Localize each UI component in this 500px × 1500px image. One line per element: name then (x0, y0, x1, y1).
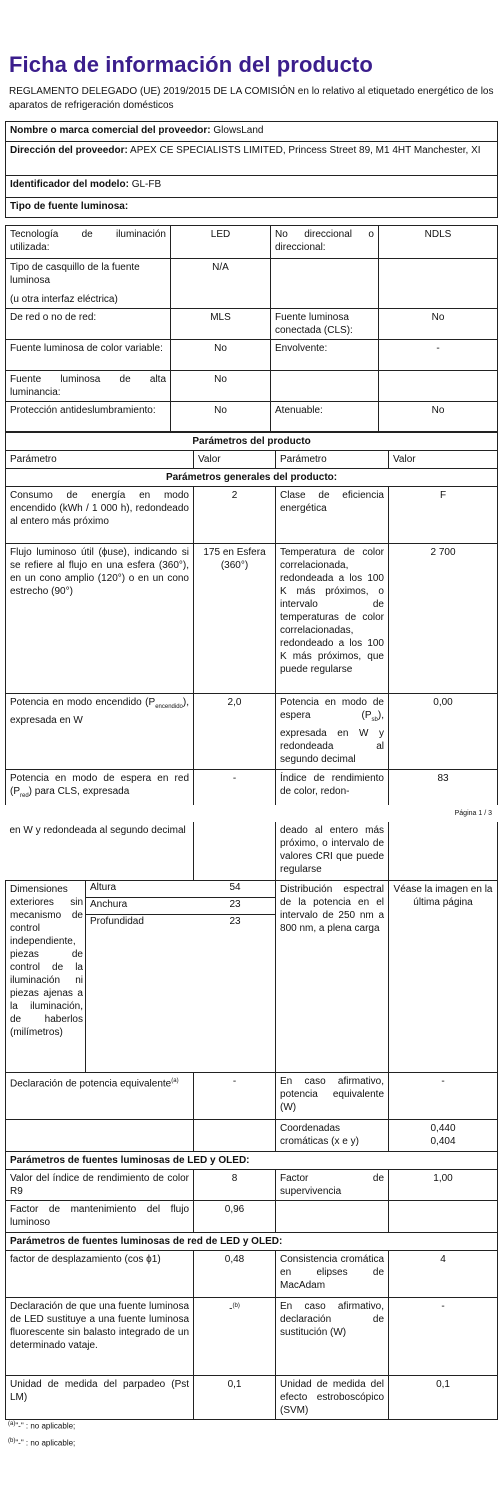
dimensions-label: Dimensiones exteriores sin mecanismo de control independiente, piezas de control de la iluminación ni piezas ajenas a la iluminación, de haberlos (milímetros) (6, 880, 86, 1072)
footnote-b: $^{(b)}$"-" : no aplicable; (8, 1438, 76, 1448)
page-title: Ficha de información del producto (9, 52, 373, 77)
supplier-address-row: Dirección del proveedor: APEX CE SPECIALISTS LIMITED, Princess Street 89, M1 4HT Manchester, XI (6, 142, 498, 176)
page-number: Página 1 / 3 (454, 810, 492, 817)
supplier-table (5, 121, 498, 218)
regulation-text: REGLAMENTO DELEGADO (UE) 2019/2015 DE LA COMISIÓN en lo relativo al etiquetado energético de los aparatos de refrigeración domésticos (9, 86, 494, 111)
led-oled-heading: Parámetros de fuentes luminosas de LED y OLED: (6, 1151, 498, 1169)
product-params-table-cont: en W y redondeada al segundo decimal deado al entero más próximo, o intervalo de valores CRI que puede regularse Dimensiones exteriores sin mecanismo de control independiente, piezas de control de la iluminación ni piezas ajenas a la iluminación, de haberlos (milímetros) Altura 54 Anchura 23 Profundidad 23 Distribución espectral de la potencia en el intervalo de 250 nm a 800 nm, a plena carga Véase la imagen en la última página Declaración de potencia equivalente$^{(a)}$ - En caso afirmativo, potencia equivalente (W) - Coordenadas cromáticas (x e y) 0,440 0,404 Parámetros de fuentes luminosas de LED y OLED: Valor del índice de rendimiento de color R9 8 Factor de supervivencia 1,00 Factor de mantenimiento del flujo luminoso 0,96 Parámetros de fuentes luminosas de red de LED y OLED: factor de desplazamiento (cos ϕ1) 0,48 Consistencia cromática en elipses de MacAdam 4 Declaración de que una fuente luminosa de LED sustituye a una fuente luminosa fluorescente sin balasto integrado de un determinado vataje. -$^{(b)}$ En caso afirmativo, declaración de sustitución (W) - Unidad de medida del parpadeo (Pst LM) 0,1 Unidad de medida del efecto estroboscópico (SVM) 0,1 (5, 822, 498, 1420)
model-id-row: Identificador del modelo: GL-FB (6, 176, 498, 198)
light-source-heading: Tipo de fuente luminosa: (6, 198, 498, 218)
mains-led-heading: Parámetros de fuentes luminosas de red de LED y OLED: (6, 1232, 498, 1250)
product-params-table: Parámetros del producto Parámetro Valor Parámetro Valor Parámetros generales del producto: Consumo de energía en modo encendido (kWh / 1 000 h), redondeado al entero más próximo 2 Clase de eficiencia energética F Flujo luminoso útil (ϕuse), indicando si se refiere al flujo en una esfera (360°), en un cono amplio (120°) o en un cono estrecho (90°) 175 en Esfera (360°) Temperatura de color correlacionada, redondeada a los 100 K más próximos, o intervalo de temperaturas de color correlacionadas, redondeado a los 100 K más próximos, que puede regularse 2 700 Potencia en modo encendido $(P_{encendido})$, expresada en W 2,0 Potencia en modo de espera $(P_{sb})$, expresada en W y redondeada al segundo decimal 0,00 Potencia en modo de espera en red $(P_{red})$ para CLS, expresada - Índice de rendimiento de color, redon- 83 (5, 432, 498, 805)
general-params-heading: Parámetros generales del producto: (6, 469, 498, 487)
light-source-table: Tecnología de iluminación utilizada: LED No direccional o direccional: NDLS Tipo de casquillo de la fuente luminosa (u otra interfaz eléctrica) N/A De red o no de red: MLS Fuente luminosa conectada (CLS): No Fuente luminosa de color variable: No Envolvente: - Fuente luminosa de alta luminancia: No Protección antideslumbramiento: No Atenuable: No (5, 225, 498, 432)
product-params-heading: Parámetros del producto (6, 433, 498, 451)
supplier-name-row: Nombre o marca comercial del proveedor: GlowsLand (6, 122, 498, 142)
footnote-a: $^{(a)}$"-" : no aplicable; (8, 1421, 76, 1431)
